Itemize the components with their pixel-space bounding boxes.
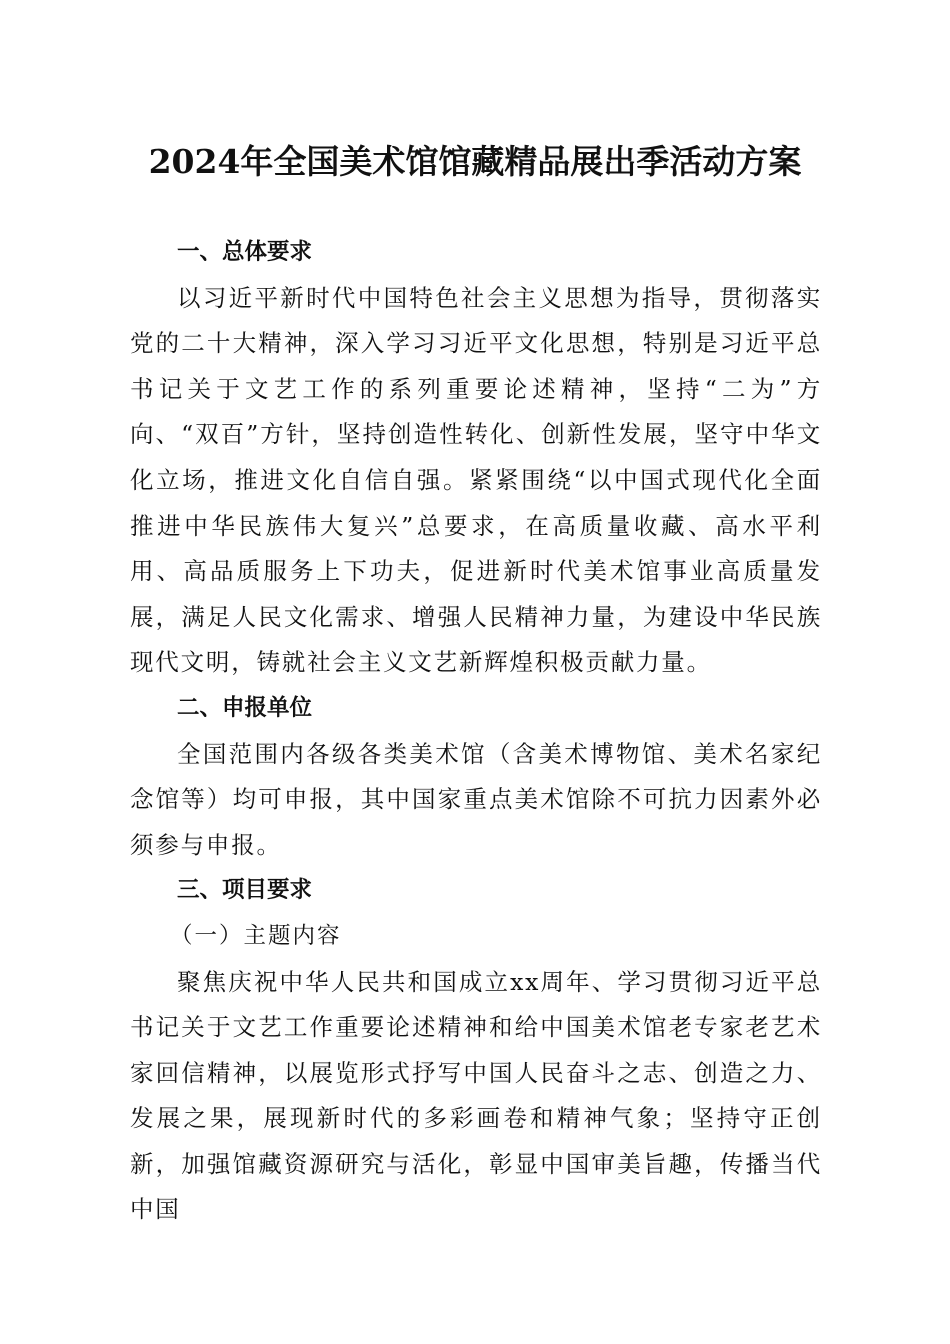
document-body — [130, 230, 822, 1233]
subsection-heading-theme-content: （一）主题内容 — [170, 922, 342, 949]
section-paragraph-applicants: 全国范围内各级各类美术馆（含美术博物馆、美术名家纪念馆等）均可申报，其中国家重点美术馆除不可抗力因素外必须参与申报。 — [130, 739, 822, 859]
document-title: 2024年全国美术馆馆藏精品展出季活动方案 — [148, 142, 802, 181]
section-heading-general-requirements: 一、总体要求 — [177, 239, 313, 265]
section-heading-applicants: 二、申报单位 — [177, 694, 313, 721]
section-heading-project-requirements: 三、项目要求 — [177, 877, 313, 904]
section-paragraph-general-requirements: 以习近平新时代中国特色社会主义思想为指导，贯彻落实党的二十大精神，深入学习习近平文化思想，特别是习近平总书记关于文艺工作的系列重要论述精神，坚持“二为”方向、“双百”方针，坚持创造性转化、创新性发展，坚守中华文化立场，推进文化自信自强。紧紧围绕“以中国式现代化全面推进中华民族伟大复兴”总要求，在高质量收藏、高水平利用、高品质服务上下功夫，促进新时代美术馆事业高质量发展，满足人民文化需求、增强人民精神力量，为建设中华民族现代文明，铸就社会主义文艺新辉煌积极贡献力量。 — [130, 283, 822, 677]
section-paragraph-theme-content: 聚焦庆祝中华人民共和国成立xx周年、学习贯彻习近平总书记关于文艺工作重要论述精神和给中国美术馆老专家老艺术家回信精神，以展览形式抒写中国人民奋斗之志、创造之力、发展之果，展现新时代的多彩画卷和精神气象；坚持守正创新，加强馆藏资源研究与活化，彰显中国审美旨趣，传播当代中国 — [130, 967, 822, 1224]
